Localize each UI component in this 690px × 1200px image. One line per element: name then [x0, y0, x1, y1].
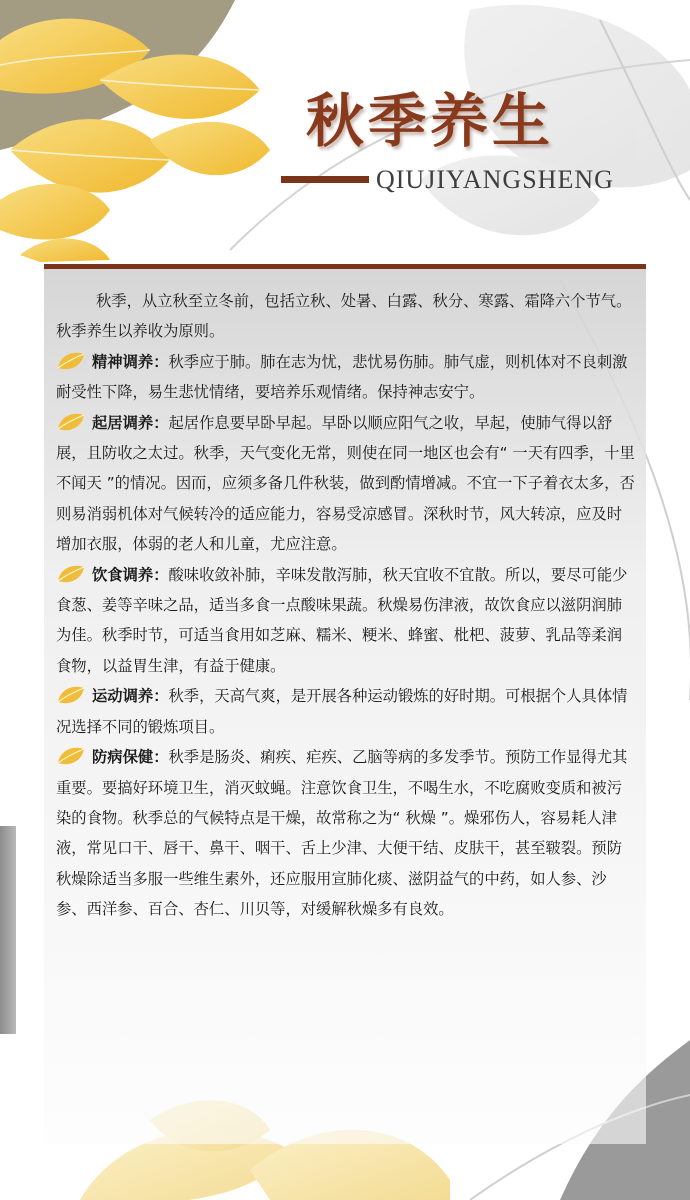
section-text: 秋季是肠炎、痢疾、疟疾、乙脑等病的多发季节。预防工作显得尤其重要。要搞好环境卫生，消灭蚊蝇。注意饮食卫生，不喝生水，不吃腐败变质和被污染的食物。秋季总的气候特点是干燥，故常称之为“ 秋燥 ”。燥邪伤人，容易耗人津液，常见口干、唇干、鼻干、咽干、舌上少津、大便干结、皮肤干，甚至皲裂。预防秋燥除适当多服一些维生素外，还应服用宣肺化痰、滋阴益气的中药，如人参、沙参、西洋参、百合、杏仁、川贝等，对缓解秋燥多有良效。	[56, 748, 628, 919]
section-text: 酸味收敛补肺，辛味发散泻肺，秋天宜收不宜散。所以，要尽可能少食葱、姜等辛味之品，适当多食一点酸味果蔬。秋燥易伤津液，故饮食应以滋阴润肺为佳。秋季时节，可适当食用如芝麻、糯米、粳米、蜂蜜、枇杷、菠萝、乳品等柔润食物，以益胃生津，有益于健康。	[56, 565, 628, 675]
leaf-icon	[56, 411, 86, 433]
leaf-icon	[56, 684, 86, 706]
section-title: 运动调养：	[92, 687, 169, 706]
section-daily-routine	[56, 408, 636, 560]
section-diet	[56, 560, 636, 682]
article-body	[56, 286, 636, 925]
leaf-icon	[56, 745, 86, 767]
page-subtitle: QIUJIYANGSHENG	[376, 165, 614, 194]
section-disease-prevention	[56, 742, 636, 924]
left-gray-strip	[0, 826, 16, 1034]
section-exercise	[56, 681, 636, 742]
leaf-icon	[56, 350, 86, 372]
intro-paragraph: 秋季，从立秋至立冬前，包括立秋、处暑、白露、秋分、寒露、霜降六个节气。秋季养生以养收为原则。	[56, 292, 632, 341]
section-title: 防病保健：	[92, 748, 169, 767]
section-title: 精神调养：	[92, 352, 169, 371]
section-mental	[56, 347, 636, 408]
panel-top-border	[44, 264, 646, 269]
title-accent-bar	[281, 176, 369, 183]
section-title: 饮食调养：	[92, 565, 169, 584]
leaf-icon	[56, 563, 86, 585]
section-text: 秋季，天高气爽，是开展各种运动锻炼的好时期。可根据个人具体情况选择不同的锻炼项目。	[56, 687, 628, 736]
section-title: 起居调养：	[92, 413, 169, 432]
header	[0, 0, 690, 270]
page-title: 秋季养生	[306, 87, 555, 155]
section-text: 秋季应于肺。肺在志为忧，悲忧易伤肺。肺气虚，则机体对不良刺激耐受性下降，易生悲忧情绪，要培养乐观情绪。保持神志安宁。	[56, 352, 628, 402]
section-text: 起居作息要早卧早起。早卧以顺应阳气之收，早起，使肺气得以舒展，且防收之太过。秋季，天气变化无常，则使在同一地区也会有“ 一天有四季，十里不闻天 ”的情况。因而，应须多备几件秋装，做到酌情增减。不宜一下子着衣太多，否则易消弱机体对气候转冷的适应能力，容易受凉感冒。深秋时节，风大转凉，应及时增加衣服，体弱的老人和儿童，尤应注意。	[56, 413, 635, 554]
